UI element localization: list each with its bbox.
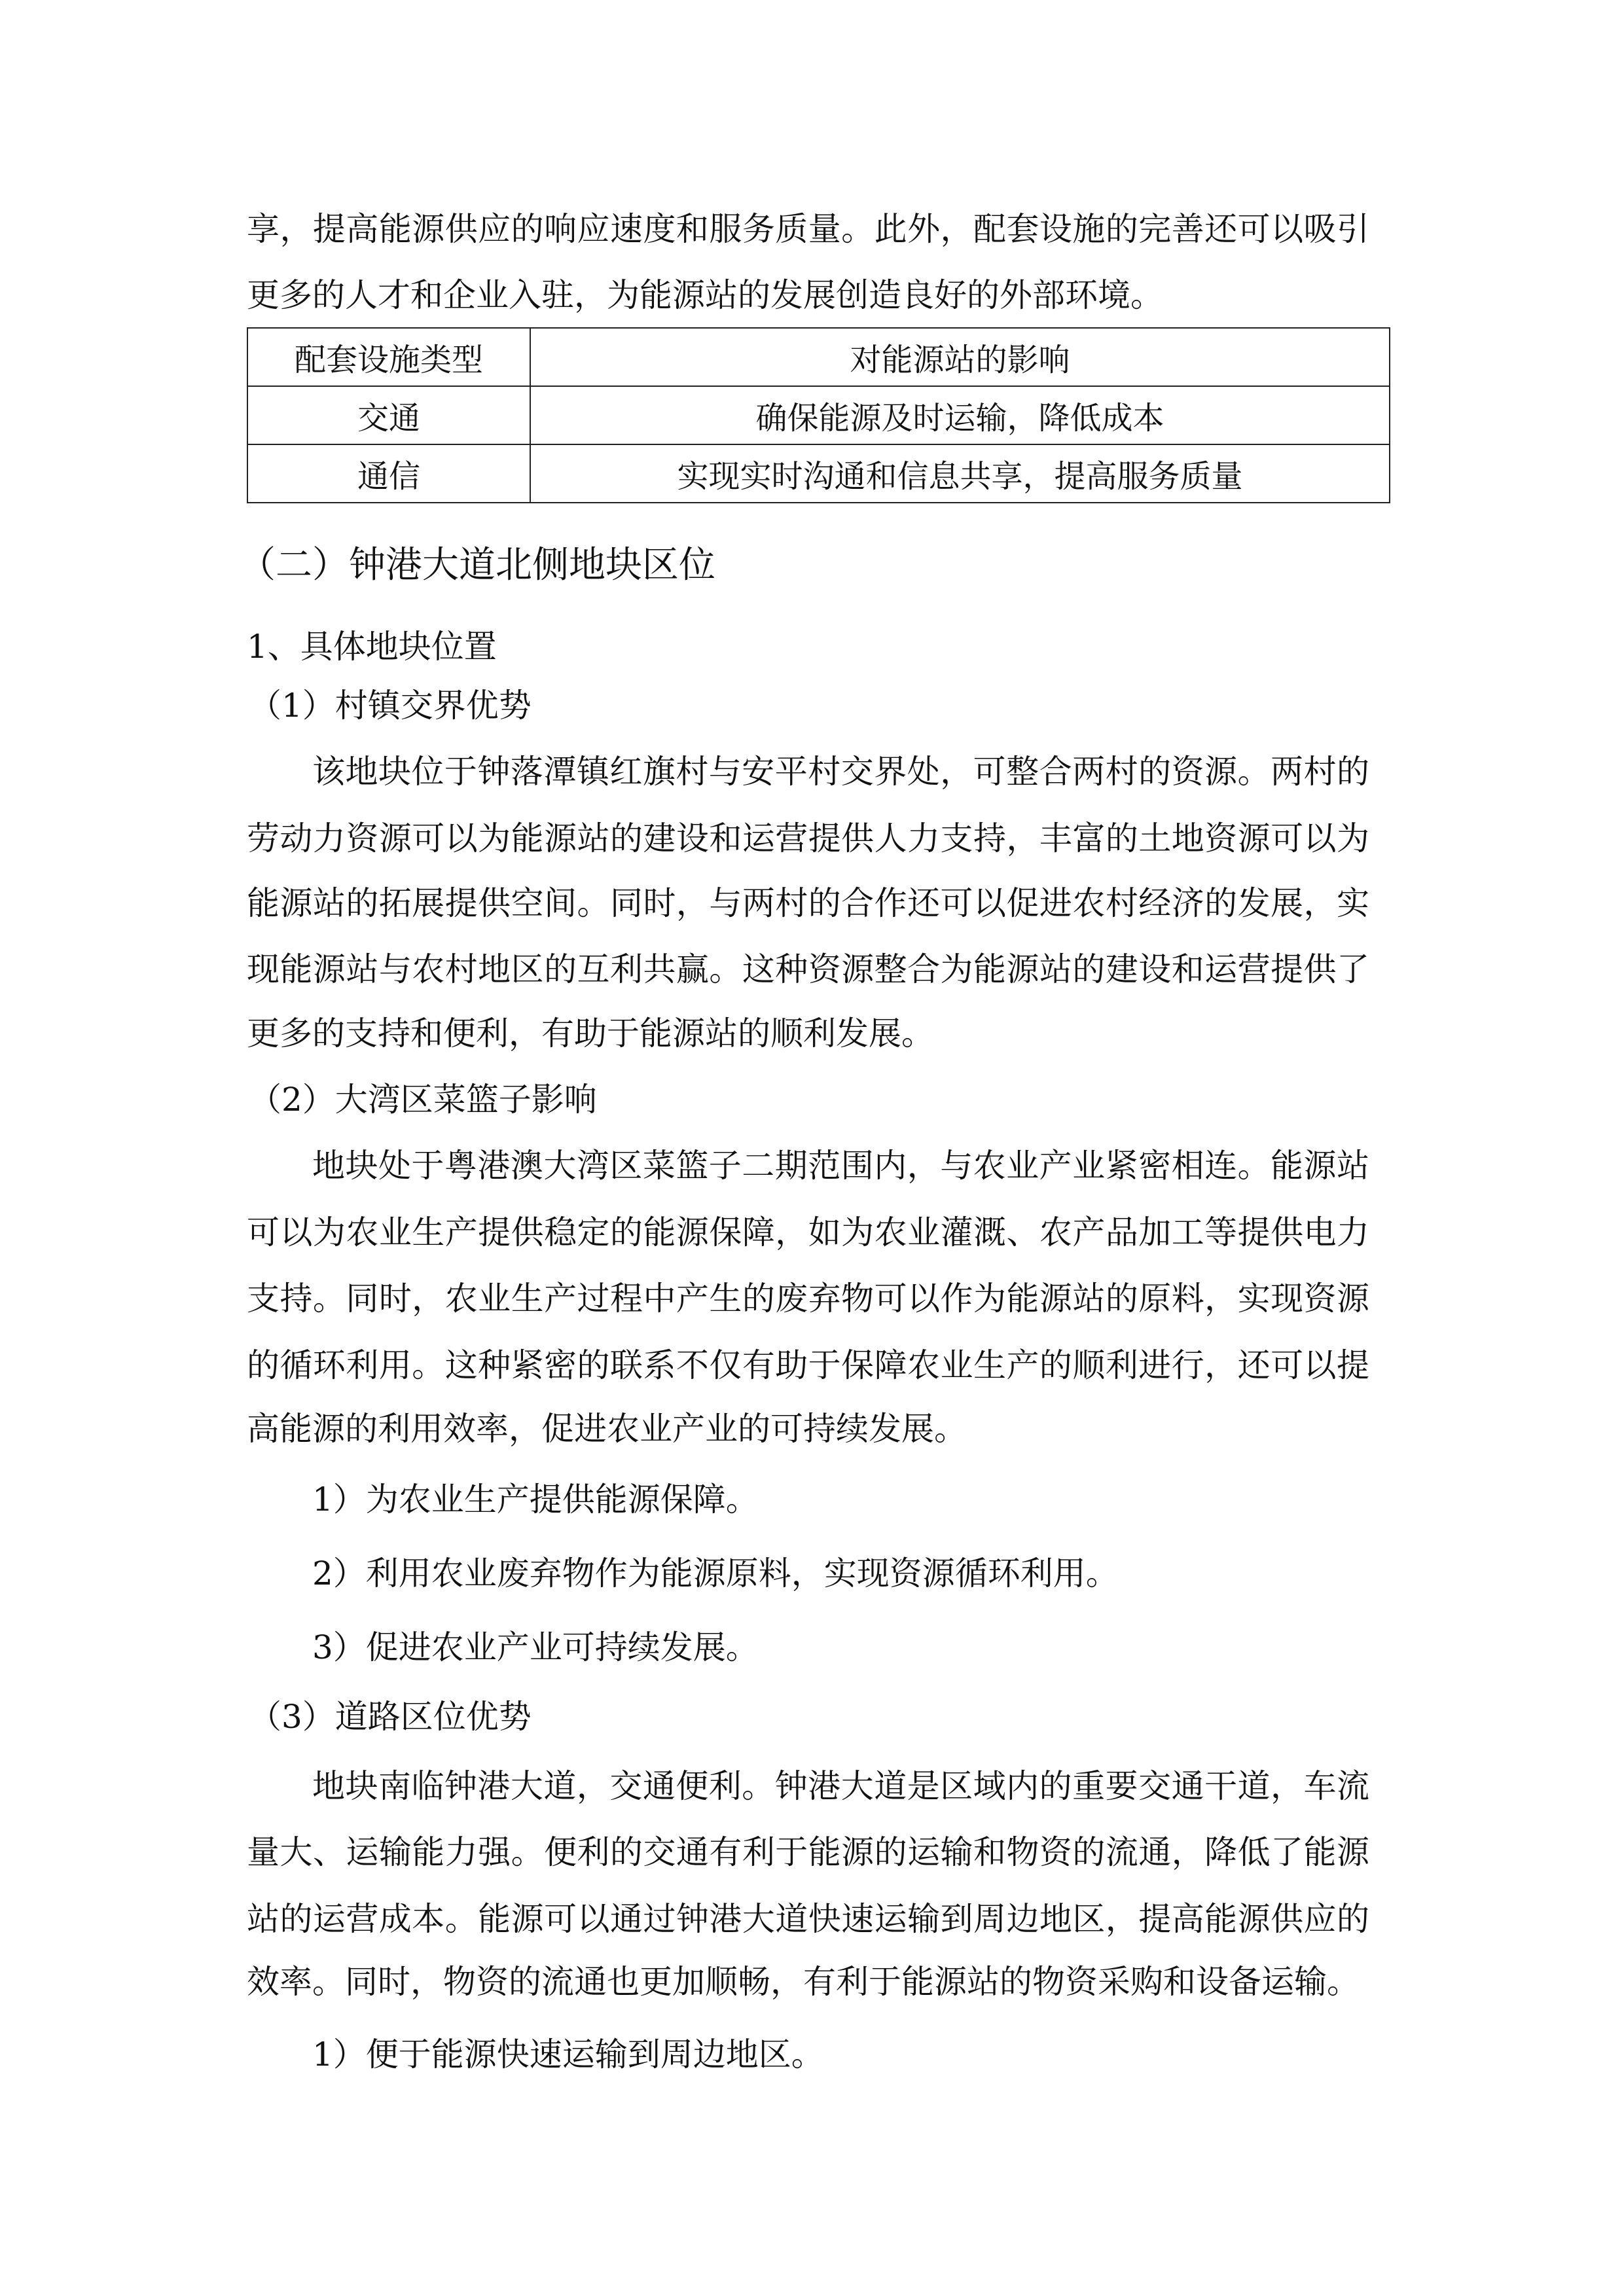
- body-text-line: 地块处于粤港澳大湾区菜篮子二期范围内，与农业产业紧密相连。能源站: [312, 1147, 1369, 1185]
- table-header-row: [247, 328, 1390, 386]
- body-text-line: 劳动力资源可以为能源站的建设和运营提供人力支持，丰富的土地资源可以为: [247, 819, 1369, 857]
- body-text-line: 可以为农业生产提供稳定的能源保障，如为农业灌溉、农产品加工等提供电力: [247, 1213, 1369, 1251]
- facilities-table: [247, 327, 1390, 503]
- body-text-line: 地块南临钟港大道，交通便利。钟港大道是区域内的重要交通干道，车流: [312, 1767, 1369, 1805]
- body-text-line: 能源站的拓展提供空间。同时，与两村的合作还可以促进农村经济的发展，实: [247, 884, 1369, 922]
- body-text-line: 效率。同时，物资的流通也更加顺畅，有利于能源站的物资采购和设备运输。: [247, 1963, 1360, 2001]
- list-item: 2）利用农业废弃物作为能源原料，实现资源循环利用。: [312, 1554, 1119, 1592]
- subsection-title: 1、具体地块位置: [247, 628, 497, 666]
- body-text-line: 享，提高能源供应的响应速度和服务质量。此外，配套设施的完善还可以吸引: [247, 210, 1369, 248]
- part-heading: （3）道路区位优势: [249, 1698, 532, 1736]
- part-heading: （1）村镇交界优势: [249, 687, 532, 725]
- table-cell: 通信: [247, 444, 530, 503]
- body-text-line: 现能源站与农村地区的互利共赢。这种资源整合为能源站的建设和运营提供了: [247, 950, 1369, 988]
- body-text-line: 站的运营成本。能源可以通过钟港大道快速运输到周边地区，提高能源供应的: [247, 1900, 1369, 1938]
- table-header-cell: 配套设施类型: [247, 328, 530, 386]
- table-cell: 确保能源及时运输，降低成本: [530, 386, 1390, 444]
- body-text-line: 该地块位于钟落潭镇红旗村与安平村交界处，可整合两村的资源。两村的: [312, 753, 1369, 791]
- body-text-line: 支持。同时，农业生产过程中产生的废弃物可以作为能源站的原料，实现资源: [247, 1280, 1369, 1318]
- table-row: [247, 386, 1390, 444]
- section-title: （二）钟港大道北侧地块区位: [239, 544, 715, 586]
- list-item: 1）为农业生产提供能源保障。: [312, 1480, 759, 1518]
- list-item: 3）促进农业产业可持续发展。: [312, 1628, 759, 1666]
- table-header-cell: 对能源站的影响: [530, 328, 1390, 386]
- table-row: [247, 444, 1390, 503]
- body-text-line: 高能源的利用效率，促进农业产业的可持续发展。: [247, 1410, 967, 1448]
- part-heading: （2）大湾区菜篮子影响: [249, 1081, 597, 1119]
- body-text-line: 的循环利用。这种紧密的联系不仅有助于保障农业生产的顺利进行，还可以提: [247, 1346, 1369, 1384]
- body-text-line: 量大、运输能力强。便利的交通有利于能源的运输和物资的流通，降低了能源: [247, 1833, 1369, 1871]
- body-text-line: 更多的人才和企业入驻，为能源站的发展创造良好的外部环境。: [247, 276, 1163, 314]
- table-cell: 交通: [247, 386, 530, 444]
- table-cell: 实现实时沟通和信息共享，提高服务质量: [530, 444, 1390, 503]
- list-item: 1）便于能源快速运输到周边地区。: [312, 2036, 824, 2073]
- body-text-line: 更多的支持和便利，有助于能源站的顺利发展。: [247, 1014, 934, 1052]
